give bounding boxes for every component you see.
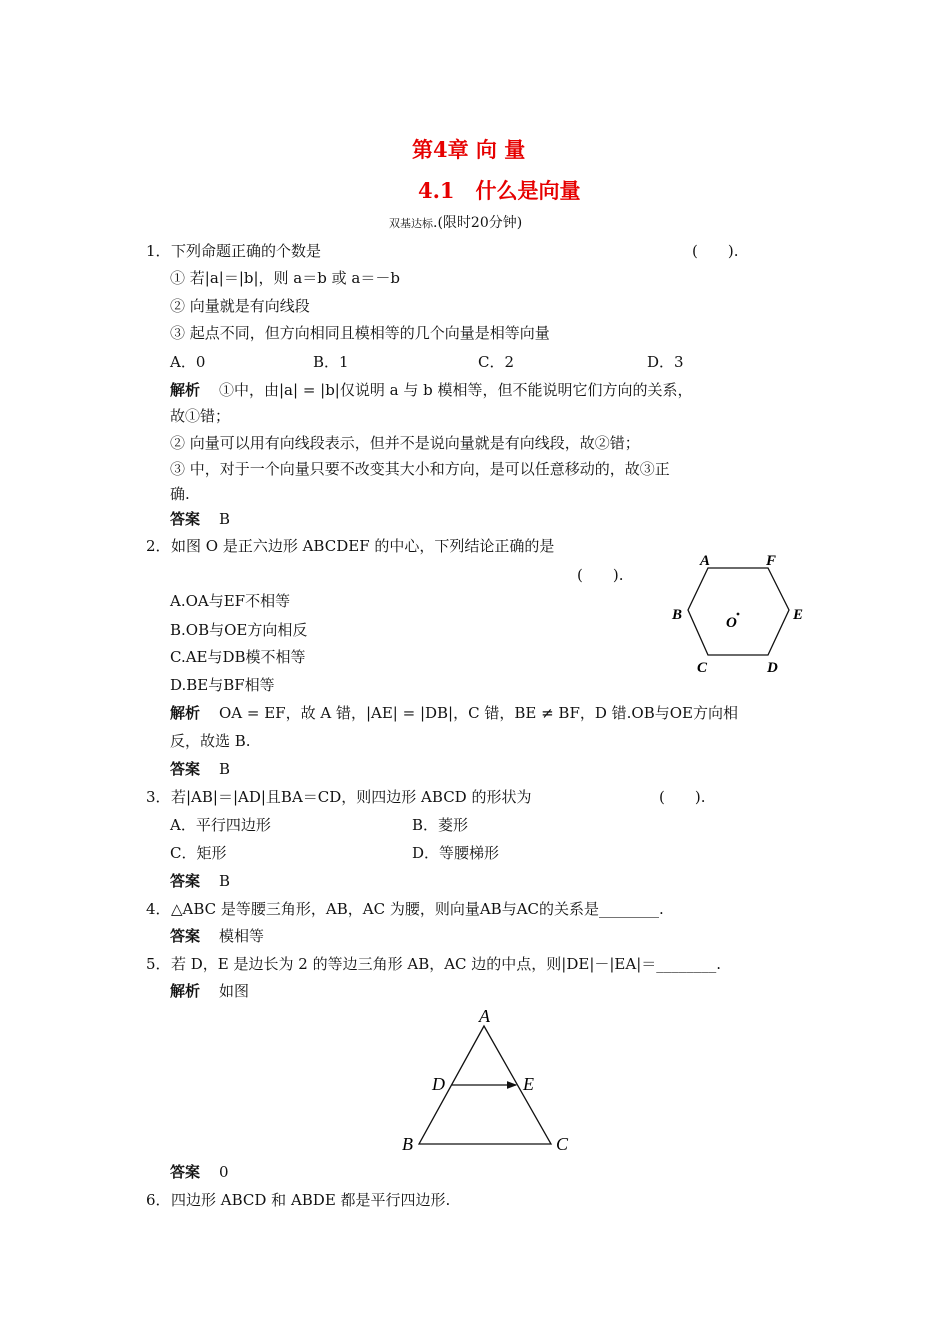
q3-option-a: A．平行四边形 [170,816,271,834]
hexagon-label-o: O [726,615,737,631]
triangle-figure [395,1002,580,1162]
q3-stem: 若|AB|＝|AD|且BA＝CD，则四边形 ABCD 的形状为 [171,788,532,806]
q1-paren: ( ). [692,242,739,260]
triangle-label-c: C [556,1134,569,1154]
q2-paren: ( ). [577,566,624,584]
q2-explanation-label: 解析 [170,704,201,722]
q1-statement-1: ① 若|a|＝|b|，则 a＝b 或 a＝－b [170,269,400,287]
q5-explanation-label: 解析 [170,982,201,1000]
q1-stem: 下列命题正确的个数是 [171,242,322,260]
subtitle-lead: 双基达标 [389,217,433,230]
q3-answer-label: 答案 [170,872,201,890]
q2-option-b: B.OB与OE方向相反 [170,621,308,639]
q3-option-d: D．等腰梯形 [412,844,500,862]
triangle-label-b: B [402,1134,413,1154]
hexagon-label-d: D [767,660,778,676]
q4-number: 4． [146,900,171,918]
q1-explanation-line-1: ①中，由|a| = |b|仅说明 a 与 b 模相等，但不能说明它们方向的关系， [219,381,693,399]
q1-option-a: A．0 [170,353,206,371]
q6-stem: 四边形 ABCD 和 ABDE 都是平行四边形. [171,1191,451,1209]
hexagon-figure [662,548,812,678]
q3-paren: ( ). [659,788,706,806]
q1-explanation-line-2: 故①错； [170,407,231,425]
q1-number: 1． [146,242,171,260]
q1-answer: B [219,510,231,528]
q2-option-a: A.OA与EF不相等 [170,592,291,610]
q1-explanation-line-4: ③ 中，对于一个向量只要不改变其大小和方向，是可以任意移动的，故③正 [170,460,670,478]
hexagon-shape [688,568,789,655]
triangle-label-d: D [432,1074,445,1094]
q4-stem: △ABC 是等腰三角形，AB，AC 为腰，则向量AB与AC的关系是________. [171,900,664,918]
q2-explanation-line-2: 反，故选 B. [170,732,251,750]
q1-explanation-label: 解析 [170,381,201,399]
q5-explanation: 如图 [219,982,250,1000]
q5-number: 5． [146,955,171,973]
q2-number: 2． [146,537,171,555]
q4-answer: 模相等 [219,927,265,945]
hexagon-label-c: C [697,660,708,676]
q2-explanation-line-1: OA = EF，故 A 错，|AE| = |DB|，C 错，BE ≠ BF，D 错.OB与OE方向相 [219,704,738,722]
q1-statement-3: ③ 起点不同，但方向相同且模相等的几个向量是相等向量 [170,324,550,342]
q2-answer-label: 答案 [170,760,201,778]
chapter-title: 第4章 向 量 [412,137,526,162]
subtitle [389,212,522,232]
q1-explanation-line-5: 确. [170,485,190,503]
q3-number: 3． [146,788,171,806]
q2-option-c: C.AE与DB模不相等 [170,648,306,666]
q1-explanation-line-3: ② 向量可以用有向线段表示，但并不是说向量就是有向线段，故②错； [170,434,640,452]
q6-number: 6． [146,1191,171,1209]
hexagon-label-e: E [793,607,804,623]
q3-option-c: C．矩形 [170,844,227,862]
q2-stem: 如图 O 是正六边形 ABCDEF 的中心，下列结论正确的是 [171,537,555,555]
subtitle-time: .(限时20分钟) [433,215,523,231]
q5-stem: 若 D，E 是边长为 2 的等边三角形 AB，AC 边的中点，则|DE|－|EA|＝________. [171,955,722,973]
q2-answer: B [219,760,231,778]
q1-statement-2: ② 向量就是有向线段 [170,297,310,315]
q1-option-b: B．1 [313,353,349,371]
q2-option-d: D.BE与BF相等 [170,676,275,694]
hexagon-label-f: F [766,553,777,569]
triangle-label-a: A [479,1006,490,1026]
q1-option-c: C．2 [478,353,515,371]
hexagon-center-dot [737,613,740,616]
q5-answer-label: 答案 [170,1163,201,1181]
hexagon-label-a: A [700,553,711,569]
q3-answer: B [219,872,231,890]
q1-answer-label: 答案 [170,510,201,528]
triangle-label-e: E [523,1074,534,1094]
hexagon-label-b: B [672,607,683,623]
q1-option-d: D．3 [647,353,684,371]
q3-option-b: B．菱形 [412,816,469,834]
section-title: 4.1 什么是向量 [418,178,581,203]
q4-answer-label: 答案 [170,927,201,945]
q5-answer: 0 [219,1163,229,1181]
